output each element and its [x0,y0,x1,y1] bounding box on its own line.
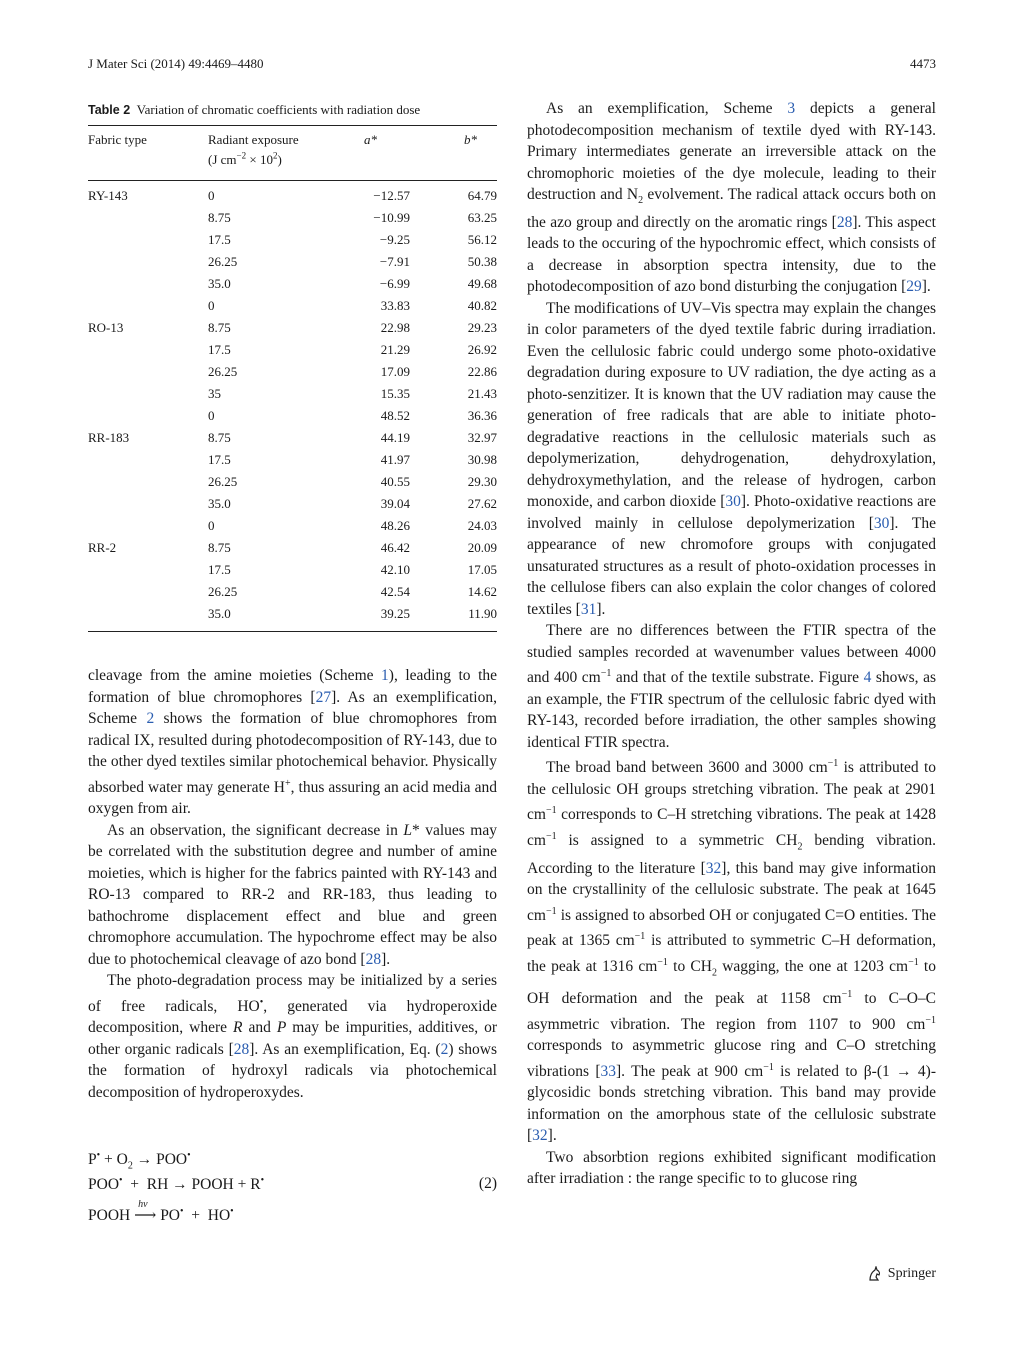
cell-radiant-exposure: 35 [208,386,221,402]
cell-radiant-exposure: 8.75 [208,540,231,556]
table-row [88,295,497,317]
cell-b-star: 30.98 [467,452,497,468]
table-caption-text: Variation of chromatic coefficients with radiation dose [136,102,421,117]
table-row [88,207,497,229]
paragraph-right-2: The modifications of UV–Vis spectra may explain the changes in color parameters of the dyed textile fabric during irradiation. Even the cellulosic fabric could undergo some photo-oxidative degradation during exposure to UV radiation, the dye acting as a photo-senzitizer. It is known that the UV radiation may cause the generation of free radicals that are able to initiate photo-degradative reactions in the cellulosic materials such as depolymerization, dehydrogenation, dehydroxylation, dehydroxymethylation, and the release of hydrogen, carbon monoxide, and carbon dioxide [30]. Photo-oxidative reactions are involved mainly in cellulose depolymerization [30]. The appearance of new chromofore groups with conjugated unsaturated structures as a result of photo-oxidation processes in the cellulose fibers can also explain the color changes of colored textiles [31]. [527,299,937,618]
cell-radiant-exposure: 17.5 [208,452,231,468]
equation-line-3: POOH hν ⟶ PO• + HO• [88,1199,234,1225]
table-row [88,229,497,251]
cell-radiant-exposure: 0 [208,188,215,204]
cell-radiant-exposure: 17.5 [208,562,231,578]
cell-b-star: 22.86 [467,364,497,380]
paragraph-left-3: The photo-degradation process may be initialized by a series of free radicals, HO•, generated via hydroperoxide decomposition, where R and P may be impurities, additives, or other organic radicals [28]. As an exemplification, Eq. (2) shows the formation of hydroxyl radicals via photochemical decomposition of hydroperoxydes. [88,972,498,1101]
paragraph-right-5: Two absorbtion regions exhibited significant modification after irradiation : the range specific to to glucose ring [527,1148,936,1188]
cell-fabric-type [88,559,208,581]
cell-a-star: 44.19 [380,430,410,446]
cell-b-star: 29.23 [467,320,497,336]
table-row [88,361,497,383]
cell-radiant-exposure: 0 [208,408,215,424]
cell-b-star: 40.82 [467,298,497,314]
cell-a-star: 39.04 [380,496,410,512]
table-row [88,581,497,603]
cell-fabric-type [88,405,208,427]
cell-fabric-type [88,471,208,493]
cell-radiant-exposure: 8.75 [208,210,231,226]
cell-radiant-exposure: 8.75 [208,320,231,336]
table-row [88,493,497,515]
cell-b-star: 21.43 [467,386,497,402]
table-caption [88,101,497,119]
publisher-footer [867,1266,936,1282]
cell-a-star: 39.25 [380,606,410,622]
cell-b-star: 29.30 [467,474,497,490]
cell-fabric-type [88,361,208,383]
cell-fabric-type [88,383,208,405]
cell-a-star: 40.55 [380,474,410,490]
table-row [88,251,497,273]
cell-a-star: 41.97 [380,452,410,468]
cell-fabric-type [88,295,208,317]
cell-radiant-exposure: 35.0 [208,496,231,512]
cell-radiant-exposure: 17.5 [208,342,231,358]
header-radiant-exposure [208,126,328,181]
cell-a-star: 48.26 [380,518,410,534]
header-exposure-unit: (J $cm^{-2} \times 10^2$) [208,151,282,168]
cell-a-star: 17.09 [380,364,410,380]
table-row [88,181,497,208]
page-number: 4473 [910,56,936,71]
cell-b-star: 49.68 [467,276,497,292]
cell-radiant-exposure: 8.75 [208,430,231,446]
running-header-journal: J Mater Sci (2014) 49:4469–4480 [88,56,264,71]
springer-horse-icon [867,1266,883,1282]
cell-fabric-type [88,229,208,251]
right-column-text [527,98,936,1190]
table-body [88,181,497,632]
cell-a-star: 33.83 [380,298,410,314]
table-row [88,515,497,537]
table-row [88,603,497,632]
paragraph-left-2: As an observation, the significant decrease in L* values may be correlated with the substitution degree and number of amine moieties, which is higher for the fabrics painted with RY-143 and RO-13 compared to RR-2 and RR-183, thus leading to bathochrome displacement effect and blue and green chromophore accumulation. The hypochrome effect may be also due to photochemical cleavage of azo bond [28]. [88,821,497,968]
cell-b-star: 64.79 [467,188,497,204]
paragraph-right-1: As an exemplification, Scheme 3 depicts a general photodecomposition mechanism of textile dyed with RY-143. Primary intermediates generate an irreversible attack on the chromophoric moieties of the dye molecule, leading to their destruction and $N_2$ evolvement. The radical attack occurs both on the azo group and directly on the aromatic rings [28]. This aspect leads to the occuring of the hypochromic effect, which consists of a decrease in absorption spectra intensity, due to the photodecomposition of azo bond disturbing the conjugation [29]. [527,100,936,296]
cell-a-star: −12.57 [373,188,410,204]
cell-radiant-exposure: 35.0 [208,606,231,622]
cell-radiant-exposure: 0 [208,518,215,534]
cell-a-star: 42.10 [380,562,410,578]
table-row [88,383,497,405]
cell-b-star: 26.92 [467,342,497,358]
cell-fabric-type: RO-13 [88,320,124,336]
cell-b-star: 50.38 [467,254,497,270]
cell-b-star: 27.62 [467,496,497,512]
cell-b-star: 36.36 [467,408,497,424]
cell-radiant-exposure: 17.5 [208,232,231,248]
cell-a-star: 42.54 [380,584,410,600]
cell-fabric-type: RR-2 [88,540,117,556]
table-row [88,273,497,295]
paragraph-left-1: cleavage from the amine moieties (Scheme 1), leading to the formation of blue chromophores [27]. As an exemplification, Scheme 2 shows the formation of blue chromophores from radical IX, resulted during photodecomposition of RY-143, due to the other dyed textiles similar photochemical behavior. Physically absorbed water may generate H+, thus assuring an acid media and oxygen from air. [88,667,498,818]
cell-b-star: 32.97 [467,430,497,446]
paragraph-right-3: There are no differences between the FTIR spectra of the studied samples recorded at wavenumber values between 4000 and 400 $cm^{-1}$ and that of the textile substrate. Figure 4 shows, as an example, the FTIR spectrum of the cellulosic fabric dyed with RY-143, recorded before irradiation, the other samples showing identical FTIR spectra. [527,622,936,751]
table-row [88,559,497,581]
cell-a-star: 21.29 [380,342,410,358]
cell-a-star: 46.42 [380,540,410,556]
header-fabric-type: Fabric type [88,126,208,181]
table-row [88,317,497,339]
cell-a-star: −6.99 [379,276,410,292]
cell-a-star: −7.91 [379,254,410,270]
cell-b-star: 14.62 [467,584,497,600]
cell-b-star: 11.90 [468,606,497,622]
cell-fabric-type: RY-143 [88,188,128,204]
table-label: Table 2 [88,103,131,117]
equation-number: (2) [478,1175,497,1192]
cell-b-star: 20.09 [467,540,497,556]
cell-a-star: −9.25 [379,232,410,248]
cell-fabric-type [88,515,208,537]
equation-2 [88,1143,497,1224]
cell-radiant-exposure: 35.0 [208,276,231,292]
cell-fabric-type [88,251,208,273]
header-b-star: b* [410,126,497,181]
table-2 [88,101,497,632]
table-row [88,537,497,559]
table-row [88,449,497,471]
cell-a-star: 22.98 [380,320,410,336]
cell-b-star: 56.12 [467,232,497,248]
table-row [88,405,497,427]
cell-b-star: 63.25 [467,210,497,226]
cell-radiant-exposure: 0 [208,298,215,314]
cell-fabric-type [88,493,208,515]
paragraph-right-4: The broad band between 3600 and 3000 $cm^{-1}$ is attributed to the cellulosic OH groups stretching vibration. The peak at 2901 $cm^{-1}$ corresponds to C–H stretching vibrations. The peak at 1428 $cm^{-1}$ is assigned to a symmetric $CH_2$ bending vibration. According to the literature [32], this band may give information on the crystallinity of the cellulosic substrate. The peak at 1645 $cm^{-1}$ is assigned to absorbed OH or conjugated C=O entities. The peak at 1365 $cm^{-1}$ is attributed to symmetric C–H deformation, the peak at 1316 $cm^{-1}$ to $CH_2$ wagging, the one at 1203 $cm^{-1}$ to OH deformation and the peak at 1158 $cm^{-1}$ to C–O–C asymmetric vibration. The region from 1107 to 900 $cm^{-1}$ corresponds to asymmetric glucose ring and C–O stretching vibrations [33]. The peak at 900 $cm^{-1}$ is related to β-(1 → 4)-glycosidic bonds stretching vibration. This band may provide information on the amorphous state of the cellulosic substrate [32]. [527,758,936,1145]
table-row [88,427,497,449]
cell-radiant-exposure: 26.25 [208,364,238,380]
cell-fabric-type: RR-183 [88,430,130,446]
left-column-text [88,665,497,1103]
cell-fabric-type [88,449,208,471]
cell-radiant-exposure: 26.25 [208,254,238,270]
table-row [88,339,497,361]
header-a-star: a* [328,126,410,181]
cell-radiant-exposure: 26.25 [208,584,238,600]
equation-line-2: POO• + RH → POOH + R• [88,1175,265,1194]
cell-fabric-type [88,339,208,361]
cell-a-star: 48.52 [380,408,410,424]
chromatic-coefficients-table [88,125,497,632]
cell-b-star: 24.03 [467,518,497,534]
cell-a-star: 15.35 [380,386,410,402]
cell-a-star: −10.99 [373,210,410,226]
cell-fabric-type [88,273,208,295]
cell-fabric-type [88,207,208,229]
table-row [88,471,497,493]
publisher-name: Springer [887,1266,936,1281]
equation-line-1: $P^• + O_2 \to POO^•$ [88,1150,191,1172]
table-header-row [88,126,497,181]
cell-fabric-type [88,603,208,632]
header-exposure-label: Radiant exposure [208,132,299,147]
cell-fabric-type [88,581,208,603]
cell-b-star: 17.05 [467,562,497,578]
cell-radiant-exposure: 26.25 [208,474,238,490]
